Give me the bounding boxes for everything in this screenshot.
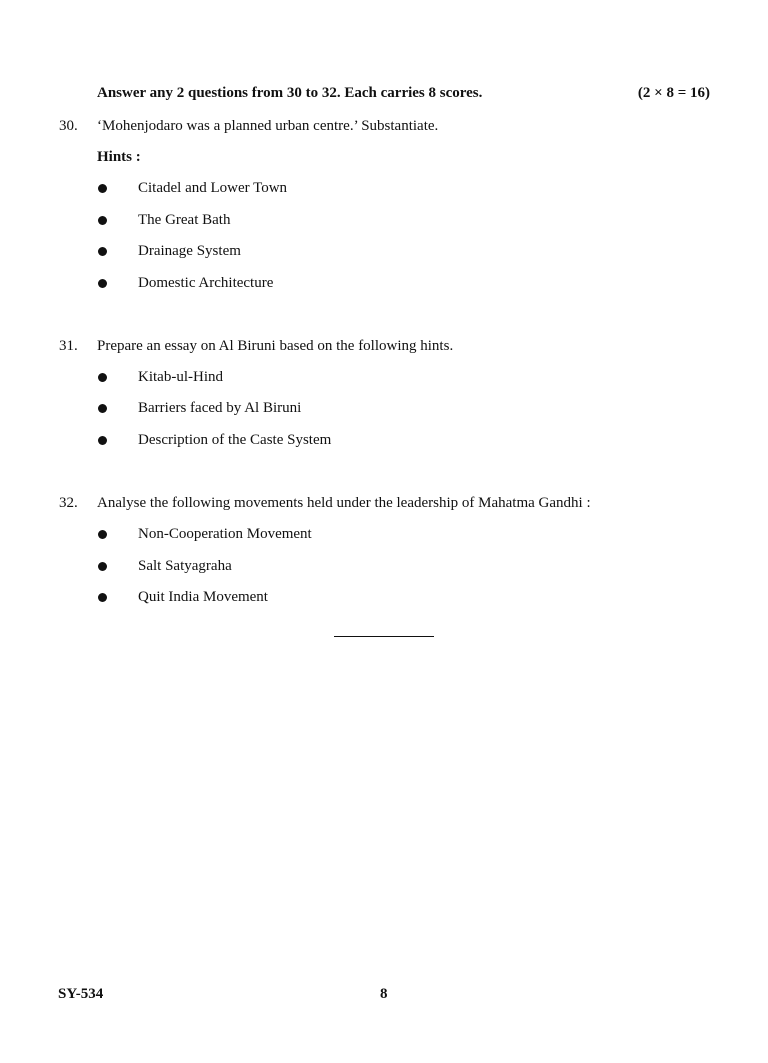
hints-label: Hints : [97, 149, 141, 165]
bullet-icon [98, 436, 107, 445]
bullet-icon [98, 279, 107, 288]
question-number: 31. [59, 338, 78, 354]
page-number: 8 [380, 986, 388, 1002]
bullet-item: Quit India Movement [138, 589, 268, 605]
bullet-icon [98, 593, 107, 602]
bullet-icon [98, 373, 107, 382]
bullet-icon [98, 562, 107, 571]
bullet-item: Drainage System [138, 243, 241, 259]
end-divider [334, 636, 434, 637]
question-number: 32. [59, 495, 78, 511]
question-text: Prepare an essay on Al Biruni based on the following hints. [97, 338, 454, 354]
bullet-icon [98, 184, 107, 193]
bullet-item: Domestic Architecture [138, 275, 274, 291]
section-instruction: Answer any 2 questions from 30 to 32. Each carries 8 scores. [97, 85, 483, 101]
question-number: 30. [59, 118, 78, 134]
question-text: ‘Mohenjodaro was a planned urban centre.’ Substantiate. [97, 118, 439, 134]
bullet-item: Barriers faced by Al Biruni [138, 400, 302, 416]
bullet-item: Salt Satyagraha [138, 558, 232, 574]
bullet-icon [98, 530, 107, 539]
bullet-item: Description of the Caste System [138, 432, 332, 448]
bullet-item: Citadel and Lower Town [138, 180, 288, 196]
bullet-item: The Great Bath [138, 212, 231, 228]
bullet-icon [98, 247, 107, 256]
section-marks: (2 × 8 = 16) [637, 85, 710, 101]
bullet-item: Kitab-ul-Hind [138, 369, 223, 385]
bullet-icon [98, 404, 107, 413]
bullet-item: Non-Cooperation Movement [138, 526, 312, 542]
paper-code: SY-534 [58, 986, 104, 1002]
question-text: Analyse the following movements held under the leadership of Mahatma Gandhi : [97, 495, 591, 511]
bullet-icon [98, 216, 107, 225]
